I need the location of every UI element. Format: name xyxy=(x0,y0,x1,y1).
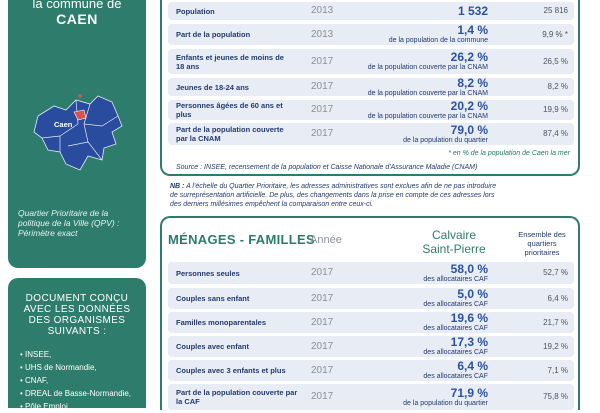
row-label xyxy=(176,294,249,303)
row-value-caption: des allocataires CAF xyxy=(423,276,488,283)
row-label-line: Jeunes de 18-24 ans xyxy=(176,83,249,92)
row-reference-value: 52,7 % xyxy=(543,268,568,277)
row-reference-value: 8,2 % xyxy=(547,82,568,91)
row-label-line: plus xyxy=(176,110,192,119)
table-row xyxy=(168,336,574,357)
row-label xyxy=(176,269,240,278)
row-year: 2017 xyxy=(311,365,334,376)
row-label xyxy=(176,125,284,143)
caen-commune-shape xyxy=(34,96,122,170)
table-row xyxy=(168,2,574,20)
row-label xyxy=(176,83,249,92)
qpv-caption-line: Périmètre exact xyxy=(18,228,78,238)
row-value: 20,2 % xyxy=(450,99,488,113)
row-value: 19,6 % xyxy=(450,311,488,325)
row-reference-value: 75,8 % xyxy=(543,392,568,401)
row-year: 2017 xyxy=(311,293,334,304)
commune-panel xyxy=(8,0,146,268)
row-reference-value: 25 816 xyxy=(543,6,568,15)
row-value: 58,0 % xyxy=(450,262,488,276)
qpv-caption-line: politique de la Ville (QPV) : xyxy=(18,218,120,228)
row-value-caption: de la population couverte par la CNAM xyxy=(367,64,488,71)
row-label-line: Couples avec 3 enfants et plus xyxy=(176,366,286,375)
quarter-column-header xyxy=(394,228,514,256)
commune-name: CAEN xyxy=(56,11,98,27)
row-reference-value: 19,9 % xyxy=(543,105,568,114)
nb-note xyxy=(170,182,580,209)
row-value-caption: de la population couverte par la CNAM xyxy=(367,90,488,97)
sources-title xyxy=(8,293,146,337)
table-row xyxy=(168,384,574,410)
row-value: 1,4 % xyxy=(457,23,488,37)
row-value-caption: des allocataires CAF xyxy=(423,325,488,332)
row-label-line: la CAF xyxy=(176,397,200,406)
all-quarters-header-line: Ensemble des xyxy=(518,230,566,239)
row-reference-value: 21,7 % xyxy=(543,318,568,327)
table-row xyxy=(168,123,574,145)
footnote: * en % de la population de Caen la mer xyxy=(448,150,570,157)
source-item: • Pôle Emploi, xyxy=(20,400,131,413)
source-item: • DREAL de Basse-Normandie, xyxy=(20,387,131,400)
row-value: 6,4 % xyxy=(457,359,488,373)
nb-line: de surreprésentation artificielle. De plus, des changements dans la prise en compte de ces adresses lors xyxy=(170,192,495,199)
row-value: 26,2 % xyxy=(450,50,488,64)
quarter-header-line: Calvaire xyxy=(431,228,476,242)
row-reference-value: 26,5 % xyxy=(543,57,568,66)
all-quarters-header-line: quartiers xyxy=(527,239,557,248)
row-reference-value: 7,1 % xyxy=(547,366,568,375)
row-year: 2017 xyxy=(311,391,334,402)
row-reference-value: 9,9 % * xyxy=(542,30,568,39)
table-row xyxy=(168,360,574,381)
commune-label: la commune de xyxy=(32,0,122,11)
row-label-line: Part de la population xyxy=(176,30,251,39)
row-year: 2013 xyxy=(311,29,334,40)
row-reference-value: 6,4 % xyxy=(547,294,568,303)
source-note: Source : INSEE, recensement de la population et Caisse Nationale d'Assurance Maladie (CNAM) xyxy=(176,164,478,171)
qpv-map xyxy=(32,86,124,174)
row-label xyxy=(176,30,250,39)
row-label-line: Part de la population couverte par xyxy=(176,388,298,397)
row-value-caption: de la population du quartier xyxy=(403,137,488,144)
all-quarters-header-line: prioritaires xyxy=(524,248,560,257)
sources-list xyxy=(20,348,131,413)
nb-label: NB : xyxy=(170,183,185,190)
qpv-caption-line: Quartier Prioritaire de la xyxy=(18,208,109,218)
nb-line: A l'échelle du Quartier Prioritaire, les adresses administratives sont exclues afin de ne pas introduire xyxy=(184,183,497,190)
section-title: MÉNAGES - FAMILLES xyxy=(168,232,315,247)
row-year: 2017 xyxy=(311,81,334,92)
table-row xyxy=(168,78,574,96)
year-column-header: Année xyxy=(310,234,342,246)
row-year: 2017 xyxy=(311,104,334,115)
table-row xyxy=(168,312,574,333)
row-year: 2017 xyxy=(311,317,334,328)
row-label-line: Personnes seules xyxy=(176,269,240,278)
sources-title-line: AVEC LES DONNÉES xyxy=(23,304,131,315)
row-value-caption: des allocataires CAF xyxy=(423,349,488,356)
row-label-line: Enfants et jeunes de moins de xyxy=(176,53,284,62)
table-row xyxy=(168,100,574,120)
source-item: • UHS de Normandie, xyxy=(20,361,131,374)
row-value: 17,3 % xyxy=(450,335,488,349)
table-row xyxy=(168,49,574,74)
qpv-caption xyxy=(8,208,146,238)
row-label-line: Personnes âgées de 60 ans et xyxy=(176,101,283,110)
row-label-line: Familles monoparentales xyxy=(176,318,267,327)
row-value-caption: de la population de la commune xyxy=(388,37,488,44)
row-year: 2017 xyxy=(311,267,334,278)
quarter-header-line: Saint-Pierre xyxy=(422,242,486,256)
row-value-caption: de la population couverte par la CNAM xyxy=(367,113,488,120)
row-label xyxy=(176,53,284,71)
sidebar xyxy=(0,0,150,411)
row-value: 71,9 % xyxy=(450,386,488,400)
source-item: • CNAF, xyxy=(20,374,131,387)
row-label xyxy=(176,7,215,16)
nb-line: des derniers millésimes empêchent la comparaison entre ceux-ci. xyxy=(170,201,374,208)
row-value: 5,0 % xyxy=(457,287,488,301)
row-label-line: Part de la population couverte xyxy=(176,125,284,134)
row-label xyxy=(176,342,249,351)
table-row xyxy=(168,24,574,45)
row-year: 2017 xyxy=(311,56,334,67)
row-label xyxy=(176,318,266,327)
sources-title-line: DES ORGANISMES xyxy=(28,315,126,326)
population-panel xyxy=(160,0,580,176)
row-year: 2017 xyxy=(311,341,334,352)
sources-title-line: SUIVANTS : xyxy=(47,326,107,337)
row-label-line: 18 ans xyxy=(176,62,200,71)
table-row xyxy=(168,262,574,284)
all-quarters-column-header xyxy=(504,230,580,257)
row-label xyxy=(176,101,283,119)
row-label-line: Couples avec enfant xyxy=(176,342,249,351)
households-panel xyxy=(160,216,580,410)
row-value-caption: des allocataires CAF xyxy=(423,373,488,380)
row-label-line: Couples sans enfant xyxy=(176,294,250,303)
row-year: 2013 xyxy=(311,5,334,16)
row-reference-value: 19,2 % xyxy=(543,342,568,351)
row-value-caption: des allocataires CAF xyxy=(423,301,488,308)
table-row xyxy=(168,288,574,309)
row-value: 8,2 % xyxy=(457,76,488,90)
row-label xyxy=(176,366,286,375)
row-label-line: Population xyxy=(176,7,215,16)
row-value: 1 532 xyxy=(457,4,488,18)
row-label-line: par la CNAM xyxy=(176,134,221,143)
map-label: Caen xyxy=(54,120,73,129)
row-year: 2017 xyxy=(311,128,334,139)
row-value-caption: de la population du quartier xyxy=(403,400,488,407)
qpv-location-marker xyxy=(78,94,82,98)
row-label xyxy=(176,388,297,406)
sources-title-line: DOCUMENT CONÇU xyxy=(25,293,129,304)
sources-panel xyxy=(8,278,146,411)
row-reference-value: 87,4 % xyxy=(543,129,568,138)
source-item: • INSEE, xyxy=(20,348,131,361)
row-value: 79,0 % xyxy=(450,123,488,137)
